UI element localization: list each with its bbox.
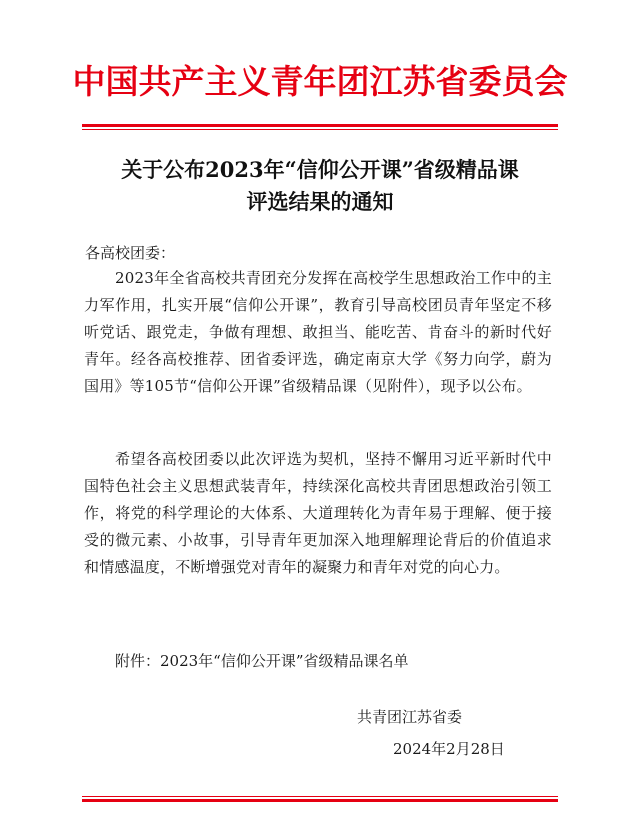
issue-date: 2024年2月28日 <box>393 740 505 758</box>
masthead-rule-thin <box>82 129 558 130</box>
footer-rule-thin <box>82 796 558 797</box>
attachment-line: 附件：2023年“信仰公开课”省级精品课名单 <box>115 652 409 670</box>
signer: 共青团江苏省委 <box>357 708 463 726</box>
masthead-organization: 中国共产主义青年团江苏省委员会 <box>72 62 568 101</box>
body-paragraph-2: 希望各高校团委以此次评选为契机，坚持不懈用习近平新时代中国特色社会主义思想武装青年，持续深化高校共青团思想政治引领工作，将党的科学理论的大体系、大道理转化为青年易于理解、便于接受的微元素、小故事，引导青年更加深入地理解理论背后的价值追求和情感温度，不断增强党对青年的凝聚力和青年对党的向心力。 <box>84 450 552 576</box>
document-title-line-2: 评选结果的通知 <box>246 189 394 214</box>
salutation: 各高校团委： <box>85 244 176 262</box>
footer-rule-thick <box>82 799 558 802</box>
masthead-rule-thick <box>82 124 558 127</box>
body-paragraph-1: 2023年全省高校共青团充分发挥在高校学生思想政治工作中的主力军作用，扎实开展“信仰公开课”，教育引导高校团员青年坚定不移听党话、跟党走，争做有理想、敢担当、能吃苦、肯奋斗的新时代好青年。经各高校推荐、团省委评选，确定南京大学《努力向学，蔚为国用》等105节“信仰公开课”省级精品课（见附件），现予以公布。 <box>84 269 552 395</box>
document-title-line-1: 关于公布2023年“信仰公开课”省级精品课 <box>121 157 519 182</box>
